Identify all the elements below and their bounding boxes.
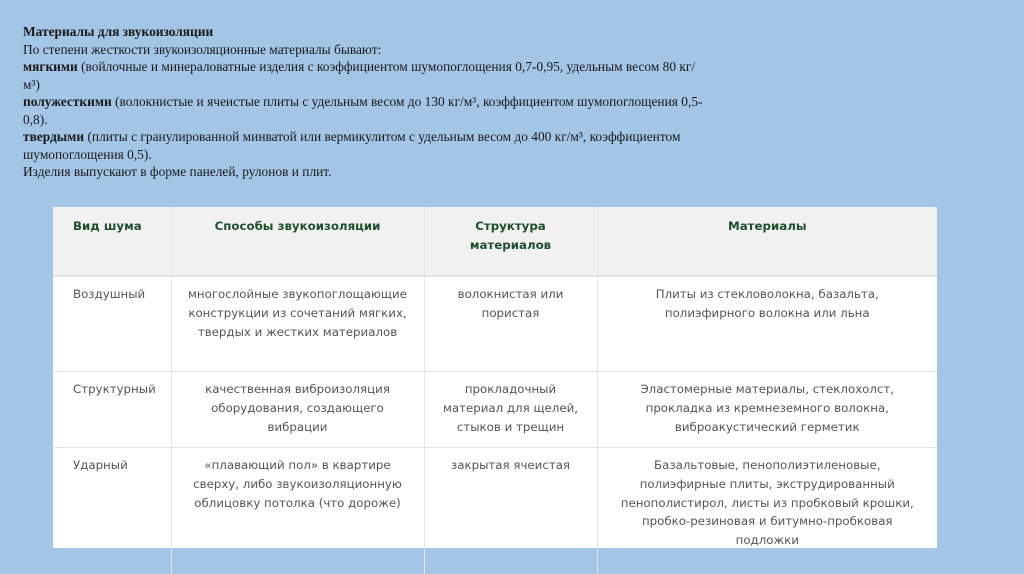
cell-structure: волокнистая или пористая [424, 276, 597, 372]
cell-structure: закрытая ячеистая [424, 448, 597, 574]
cell-noise-type: Ударный [53, 448, 171, 574]
table-header-row [53, 207, 937, 276]
cell-methods: качественная виброизоляция оборудования, создающего вибрации [171, 372, 424, 448]
header-materials: Материалы [597, 207, 937, 276]
table-row [53, 372, 937, 448]
cell-noise-type: Структурный [53, 372, 171, 448]
table-row [53, 448, 937, 574]
header-noise-type: Вид шума [53, 207, 171, 276]
cell-materials: Эластомерные материалы, стеклохолст, прокладка из кремнеземного волокна, виброакустический герметик [597, 372, 937, 448]
header-structure: Структура материалов [424, 207, 597, 276]
cell-methods: «плавающий пол» в квартире сверху, либо звукоизоляционную облицовку потолка (что дороже) [171, 448, 424, 574]
header-methods: Способы звукоизоляции [171, 207, 424, 276]
insulation-table [53, 207, 937, 548]
cell-materials: Базальтовые, пенополиэтиленовые, полиэфирные плиты, экструдированный пенополистирол, листы из пробковый крошки, пробко-резиновая и битумно-пробковая подложки [597, 448, 937, 574]
intro-title: Материалы для звукоизоляции [23, 24, 214, 39]
intro-hard: твердыми (плиты с гранулированной минватой или вермикулитом с удельным весом до 400 кг/м³, коэффициентом шумопоглощения 0,5). [23, 129, 681, 162]
intro-lead: По степени жесткости звукоизоляционные материалы бывают: [23, 41, 382, 57]
cell-methods: многослойные звукопоглощающие конструкции из сочетаний мягких, твердых и жестких материалов [171, 276, 424, 372]
cell-structure: прокладочный материал для щелей, стыков и трещин [424, 372, 597, 448]
table-row [53, 276, 937, 372]
cell-noise-type: Воздушный [53, 276, 171, 372]
intro-soft: мягкими (войлочные и минераловатные изделия с коэффициентом шумопоглощения 0,7-0,95, удельным весом 80 кг/м³) [23, 59, 696, 92]
intro-semi: полужесткими (волокнистые и ячеистые плиты с удельным весом до 130 кг/м³, коэффициентом шумопоглощения 0,5-0,8). [23, 94, 703, 127]
cell-materials: Плиты из стекловолокна, базальта, полиэфирного волокна или льна [597, 276, 937, 372]
intro-closing: Изделия выпускают в форме панелей, рулонов и плит. [23, 164, 332, 179]
intro-text [23, 23, 703, 181]
